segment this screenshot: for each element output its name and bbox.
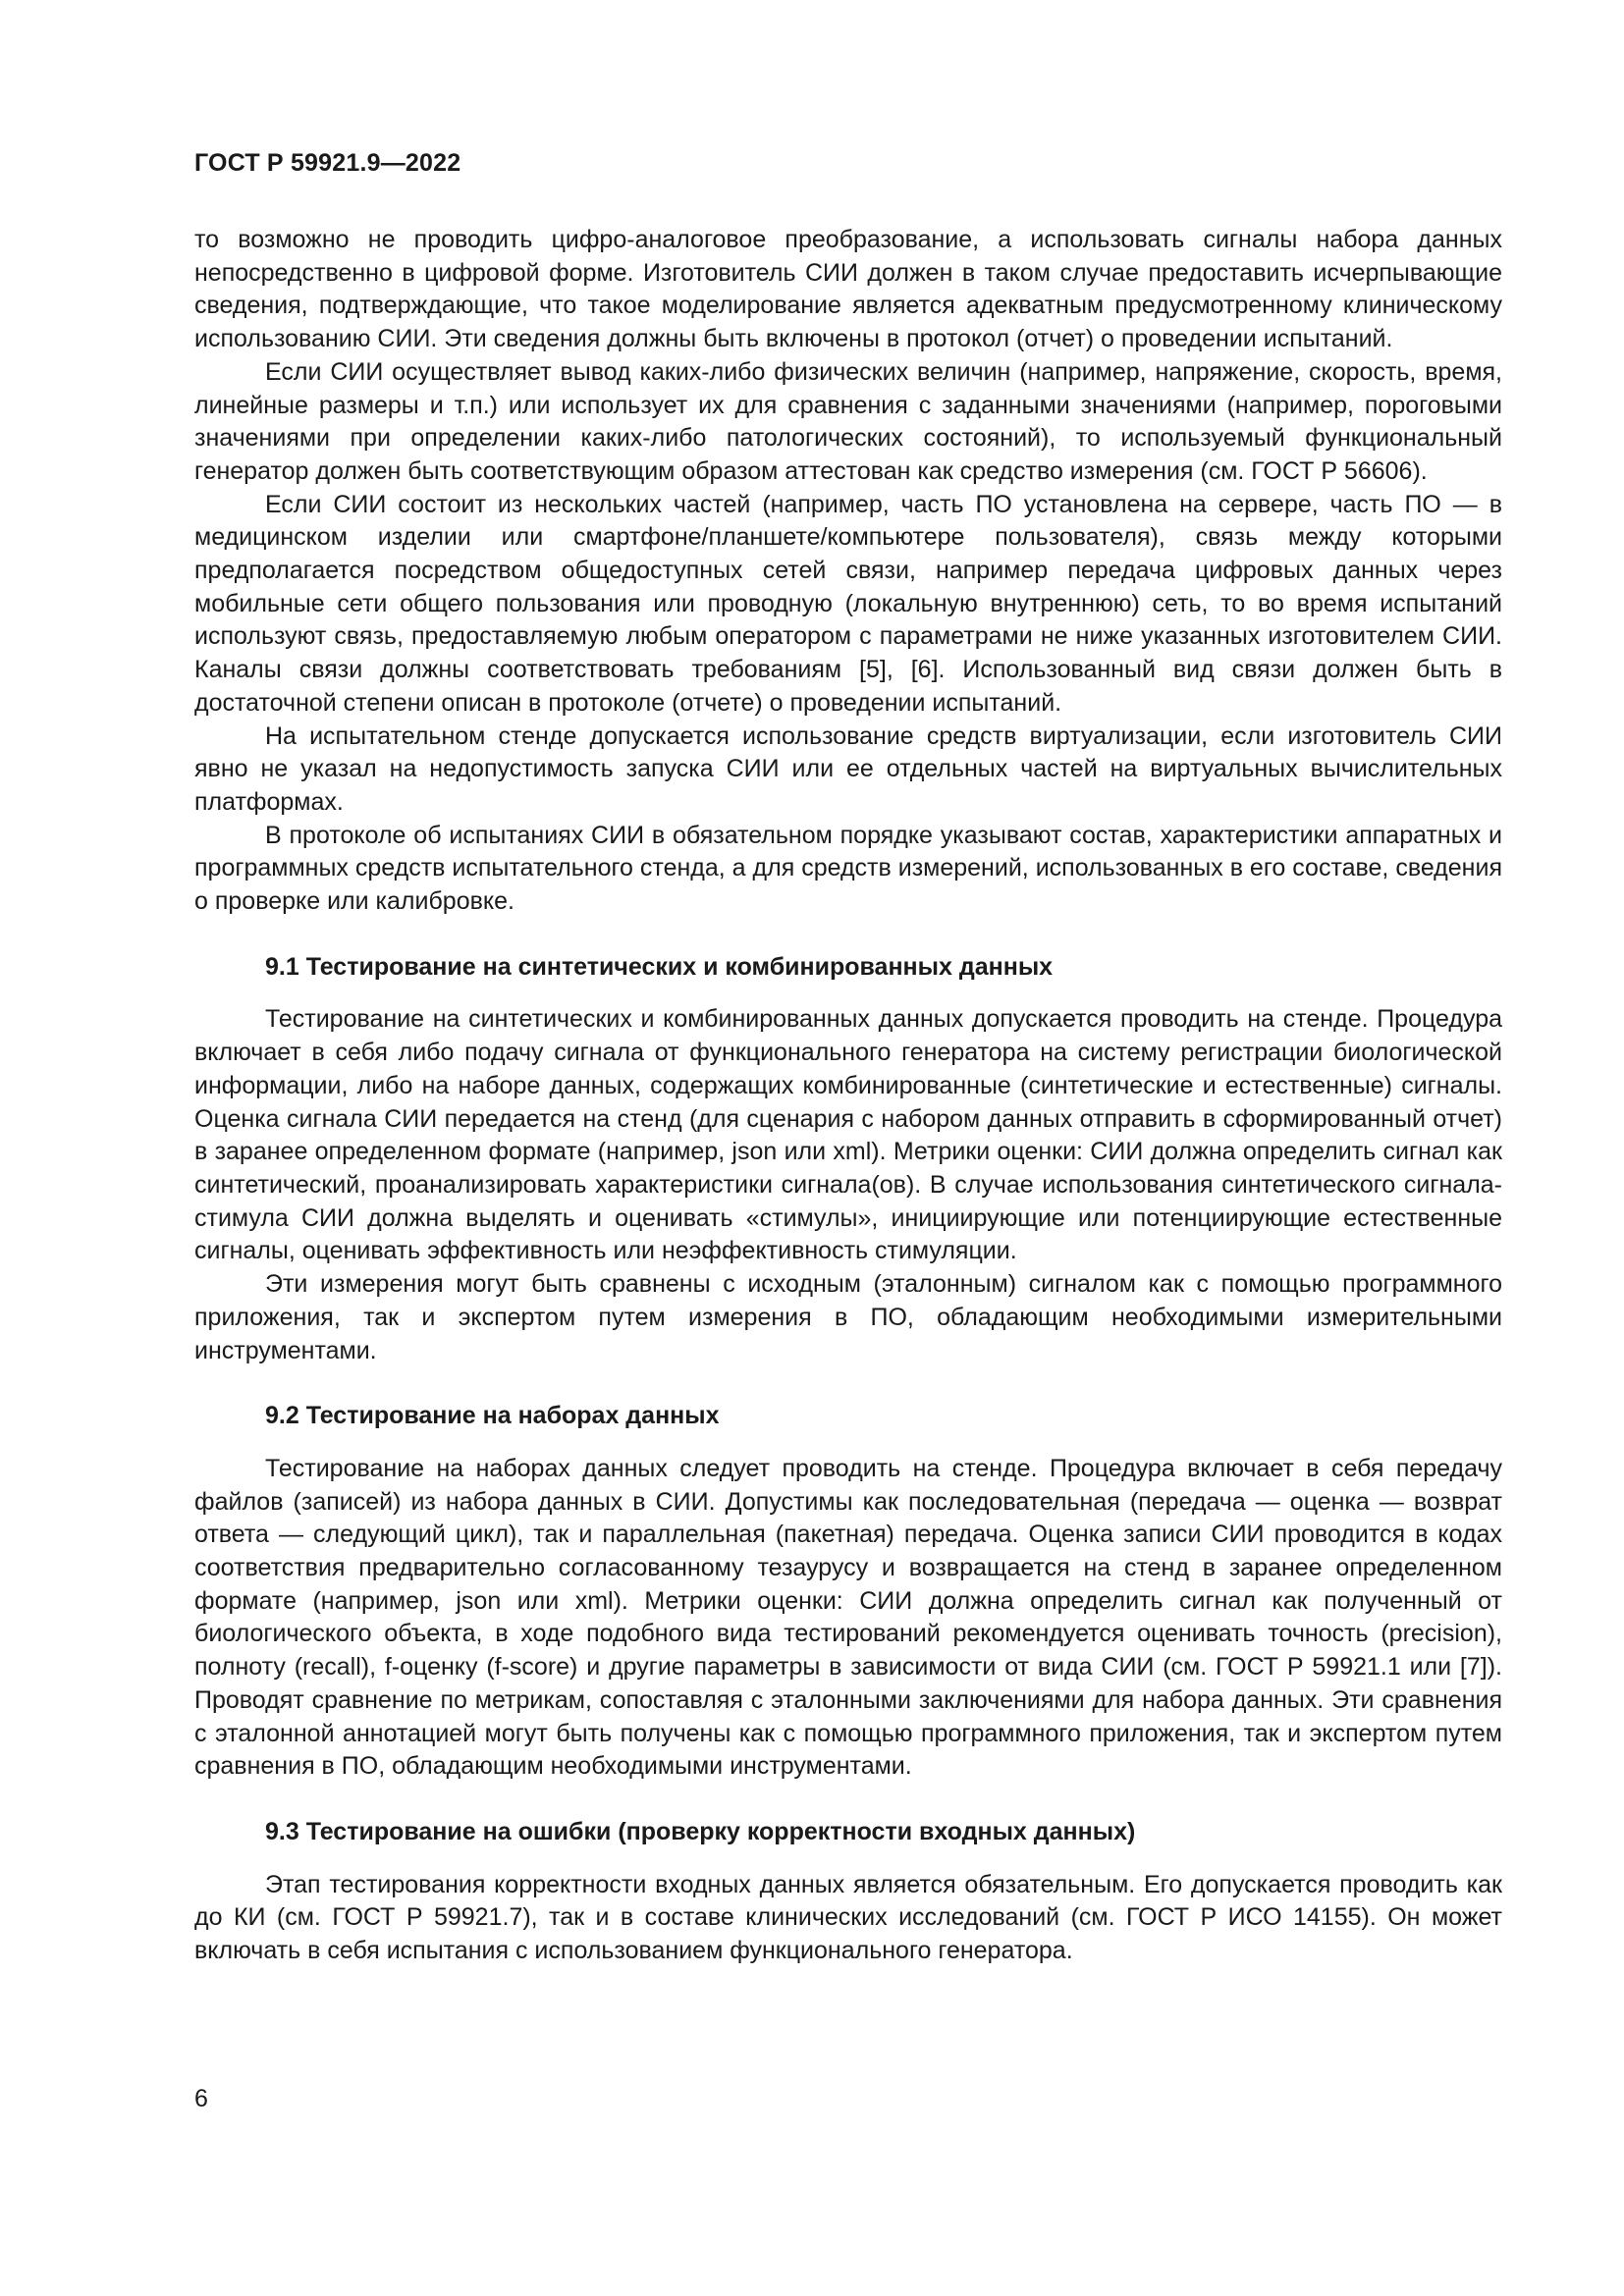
section-heading-9-2: 9.2 Тестирование на наборах данных [265, 1402, 720, 1430]
paragraph-intro-4: На испытательном стенде допускается использование средств виртуализации, если изготовитель СИИ явно не указал на недопустимость запуска СИИ или ее отдельных частей на виртуальных вычислительных платформах. [194, 721, 1502, 816]
section-9-2-paragraph-1: Тестирование на наборах данных следует проводить на стенде. Процедура включает в себя передачу файлов (записей) из набора данных в СИИ. Допустимы как последовательная (передача — оценка — возврат ответа — следующий цикл), так и параллельная (пакетная) передача. Оценка записи СИИ проводится в кодах соответствия предварительно согласованному тезаурусу и возвращается на стенд в заранее определенном формате (например, json или xml). Метрики оценки: СИИ должна определить сигнал как полученный от биологического объекта, в ходе подобного вида тестирований рекомендуется оценивать точность (precision), полноту (recall), f-оценку (f-score) и другие параметры в зависимости от вида СИИ (см. ГОСТ Р 59921.1 или [7]). Проводят сравнение по метрикам, сопоставляя с эталонными заключениями для набора данных. Эти сравнения с эталонной аннотацией могут быть получены как с помощью программного приложения, так и экспертом путем сравнения в ПО, обладающим необходимыми инструментами. [194, 1454, 1502, 1781]
section-9-1-paragraph-2: Эти измерения могут быть сравнены с исходным (эталонным) сигналом как с помощью программного приложения, так и экспертом путем измерения в ПО, обладающим необходимыми измерительными инструментами. [194, 1270, 1502, 1364]
document-header: ГОСТ Р 59921.9—2022 [194, 149, 461, 177]
paragraph-intro-5: В протоколе об испытаниях СИИ в обязательном порядке указывают состав, характеристики аппаратных и программных средств испытательного стенда, а для средств измерений, использованных в его составе, сведения о проверке или калибровке. [194, 821, 1502, 916]
document-body [194, 224, 1502, 1968]
section-heading-9-3: 9.3 Тестирование на ошибки (проверку корректности входных данных) [265, 1817, 1136, 1845]
section-heading-9-1: 9.1 Тестирование на синтетических и комбинированных данных [265, 952, 1054, 981]
paragraph-intro-1: то возможно не проводить цифро-аналоговое преобразование, а использовать сигналы набора данных непосредственно в цифровой форме. Изготовитель СИИ должен в таком случае предоставить исчерпывающие сведения, подтверждающие, что такое моделирование является адекватным предусмотренному клиническому использованию СИИ. Эти сведения должны быть включены в протокол (отчет) о проведении испытаний. [194, 226, 1502, 353]
page-number: 6 [194, 2085, 208, 2112]
paragraph-intro-2: Если СИИ осуществляет вывод каких-либо физических величин (например, напряжение, скорость, время, линейные размеры и т.п.) или использует их для сравнения с заданными значениями (например, пороговыми значениями при определении каких-либо патологических состояний), то используемый функциональный генератор должен быть соответствующим образом аттестован как средство измерения (см. ГОСТ Р 56606). [194, 357, 1502, 485]
section-9-3-paragraph-1: Этап тестирования корректности входных данных является обязательным. Его допускается проводить как до КИ (см. ГОСТ Р 59921.7), так и в составе клинических исследований (см. ГОСТ Р ИСО 14155). Он может включать в себя испытания с использованием функционального генератора. [194, 1870, 1502, 1965]
paragraph-intro-3: Если СИИ состоит из нескольких частей (например, часть ПО установлена на сервере, часть ПО — в медицинском изделии или смартфоне/планшете/компьютере пользователя), связь между которыми предполагается посредством общедоступных сетей связи, например передача цифровых данных через мобильные сети общего пользования или проводную (локальную внутреннюю) сеть, то во время испытаний используют связь, предоставляемую любым оператором с параметрами не ниже указанных изготовителем СИИ. Каналы связи должны соответствовать требованиям [5], [6]. Использованный вид связи должен быть в достаточной степени описан в протоколе (отчете) о проведении испытаний. [194, 490, 1502, 717]
section-9-1-paragraph-1: Тестирование на синтетических и комбинированных данных допускается проводить на стенде. Процедура включает в себя либо подачу сигнала от функционального генератора на систему регистрации биологической информации, либо на наборе данных, содержащих комбинированные (синтетические и естественные) сигналы. Оценка сигнала СИИ передается на стенд (для сценария с набором данных отправить в сформированный отчет) в заранее определенном формате (например, json или xml). Метрики оценки: СИИ должна определить сигнал как синтетический, проанализировать характеристики сигнала(ов). В случае использования синтетического сигнала-стимула СИИ должна выделять и оценивать «стимулы», инициирующие или потенциирующие естественные сигналы, оценивать эффективность или неэффективность стимуляции. [194, 1005, 1502, 1265]
